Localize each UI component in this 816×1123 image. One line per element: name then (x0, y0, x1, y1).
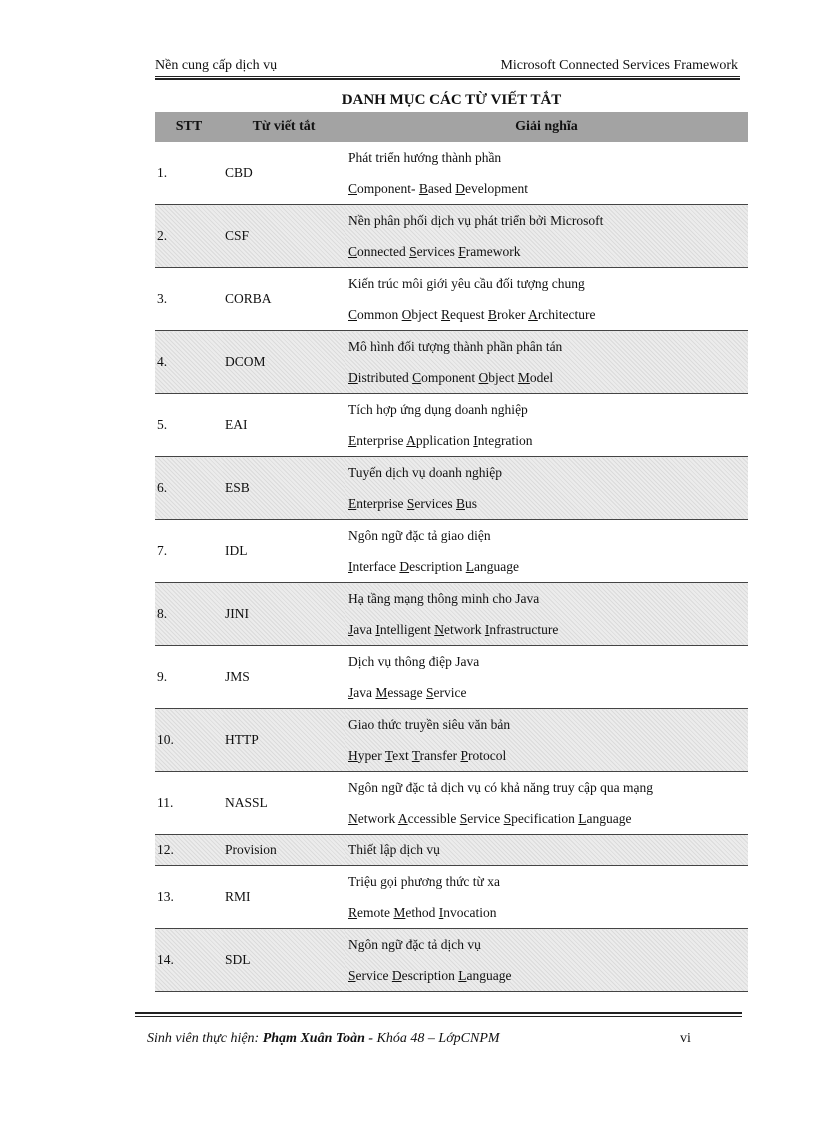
row-abbreviation: ESB (223, 457, 345, 520)
row-abbreviation: DCOM (223, 331, 345, 394)
row-number: 7. (155, 520, 223, 583)
footer-course: Khóa 48 – LớpCNPM (376, 1031, 500, 1046)
row-number: 8. (155, 583, 223, 646)
column-header-meaning: Giải nghĩa (345, 112, 748, 142)
meaning-vietnamese: Giao thức truyền siêu văn bản (348, 717, 511, 732)
row-meaning (345, 331, 748, 394)
table-row (155, 205, 748, 268)
meaning-vietnamese: Ngôn ngữ đặc tả dịch vụ có khả năng truy cập qua mạng (348, 780, 653, 795)
row-abbreviation: SDL (223, 929, 345, 992)
row-abbreviation: Provision (223, 835, 345, 866)
row-meaning (345, 709, 748, 772)
header-rule (155, 76, 740, 80)
row-abbreviation: JMS (223, 646, 345, 709)
footer-rule (135, 1012, 742, 1017)
row-meaning (345, 520, 748, 583)
meaning-vietnamese: Kiến trúc môi giới yêu cầu đối tượng chung (348, 276, 585, 291)
row-meaning (345, 457, 748, 520)
row-abbreviation: IDL (223, 520, 345, 583)
page-header (155, 58, 740, 78)
meaning-english: Enterprise Services Bus (348, 496, 478, 511)
page-title: DANH MỤC CÁC TỪ VIẾT TẮT (341, 92, 562, 108)
row-meaning (345, 646, 748, 709)
table-row (155, 835, 748, 866)
meaning-english: Component- Based Development (348, 181, 529, 196)
meaning-vietnamese: Nền phân phối dịch vụ phát triển bởi Microsoft (348, 213, 604, 228)
meaning-vietnamese: Ngôn ngữ đặc tả dịch vụ (348, 937, 481, 952)
row-number: 3. (155, 268, 223, 331)
meaning-english: Remote Method Invocation (348, 905, 497, 920)
row-number: 6. (155, 457, 223, 520)
meaning-english: Java Message Service (348, 685, 467, 700)
abbreviation-table (155, 112, 748, 992)
footer-author: Phạm Xuân Toàn - (262, 1031, 374, 1046)
meaning-english: Hyper Text Transfer Protocol (348, 748, 507, 763)
row-abbreviation: CSF (223, 205, 345, 268)
table-row (155, 394, 748, 457)
meaning-vietnamese: Ngôn ngữ đặc tả giao diện (348, 528, 491, 543)
header-left-title: Nền cung cấp dịch vụ (155, 58, 278, 73)
meaning-vietnamese: Triệu gọi phương thức từ xa (348, 874, 500, 889)
row-meaning (345, 268, 748, 331)
row-meaning (345, 394, 748, 457)
row-meaning (345, 772, 748, 835)
column-header-stt: STT (155, 112, 223, 142)
row-number: 14. (155, 929, 223, 992)
table-row (155, 772, 748, 835)
meaning-english: Distributed Component Object Model (348, 370, 554, 385)
row-meaning (345, 205, 748, 268)
row-abbreviation: CORBA (223, 268, 345, 331)
footer (147, 1031, 707, 1047)
table-row (155, 583, 748, 646)
meaning-vietnamese: Dịch vụ thông điệp Java (348, 654, 480, 669)
row-meaning (345, 583, 748, 646)
row-number: 13. (155, 866, 223, 929)
footer-label: Sinh viên thực hiện: (147, 1031, 260, 1046)
row-meaning (345, 835, 748, 866)
meaning-english: Network Accessible Service Specification Language (348, 811, 632, 826)
meaning-vietnamese: Hạ tầng mạng thông minh cho Java (348, 591, 540, 606)
table-row (155, 268, 748, 331)
column-header-abbreviation: Từ viết tắt (223, 112, 345, 142)
meaning-english: Connected Services Framework (348, 244, 521, 259)
meaning-vietnamese: Tuyến dịch vụ doanh nghiệp (348, 465, 502, 480)
row-abbreviation: CBD (225, 165, 253, 180)
row-number: 9. (155, 646, 223, 709)
meaning-vietnamese: Thiết lập dịch vụ (348, 842, 440, 857)
meaning-english: Common Object Request Broker Architecture (348, 307, 596, 322)
row-number: 5. (155, 394, 223, 457)
meaning-english: Java Intelligent Network Infrastructure (348, 622, 559, 637)
meaning-english: Service Description Language (348, 968, 512, 983)
row-meaning (345, 866, 748, 929)
row-meaning (345, 142, 748, 205)
table-row (155, 866, 748, 929)
row-abbreviation: RMI (223, 866, 345, 929)
row-abbreviation: JINI (223, 583, 345, 646)
row-number: 4. (155, 331, 223, 394)
meaning-vietnamese: Phát triển hướng thành phần (348, 150, 502, 165)
row-number: 12. (155, 835, 223, 866)
row-abbreviation: EAI (223, 394, 345, 457)
meaning-english: Interface Description Language (348, 559, 519, 574)
header-right-title: Microsoft Connected Services Framework (500, 58, 738, 73)
table-row (155, 331, 748, 394)
meaning-vietnamese: Tích hợp ứng dụng doanh nghiệp (348, 402, 528, 417)
row-number: 11. (155, 772, 223, 835)
meaning-english: Enterprise Application Integration (348, 433, 533, 448)
row-abbreviation: NASSL (223, 772, 345, 835)
row-number: 10. (155, 709, 223, 772)
page-number: vi (680, 1031, 691, 1046)
table-row (155, 520, 748, 583)
table-row (155, 646, 748, 709)
row-abbreviation: HTTP (223, 709, 345, 772)
row-number: 1. (157, 165, 168, 180)
table-body (155, 142, 748, 992)
row-number: 2. (155, 205, 223, 268)
table-header-row (155, 112, 748, 142)
table-row (155, 929, 748, 992)
row-meaning (345, 929, 748, 992)
meaning-vietnamese: Mô hình đối tượng thành phần phân tán (348, 339, 563, 354)
table-row (155, 457, 748, 520)
table-row (155, 709, 748, 772)
table-row (155, 142, 748, 205)
